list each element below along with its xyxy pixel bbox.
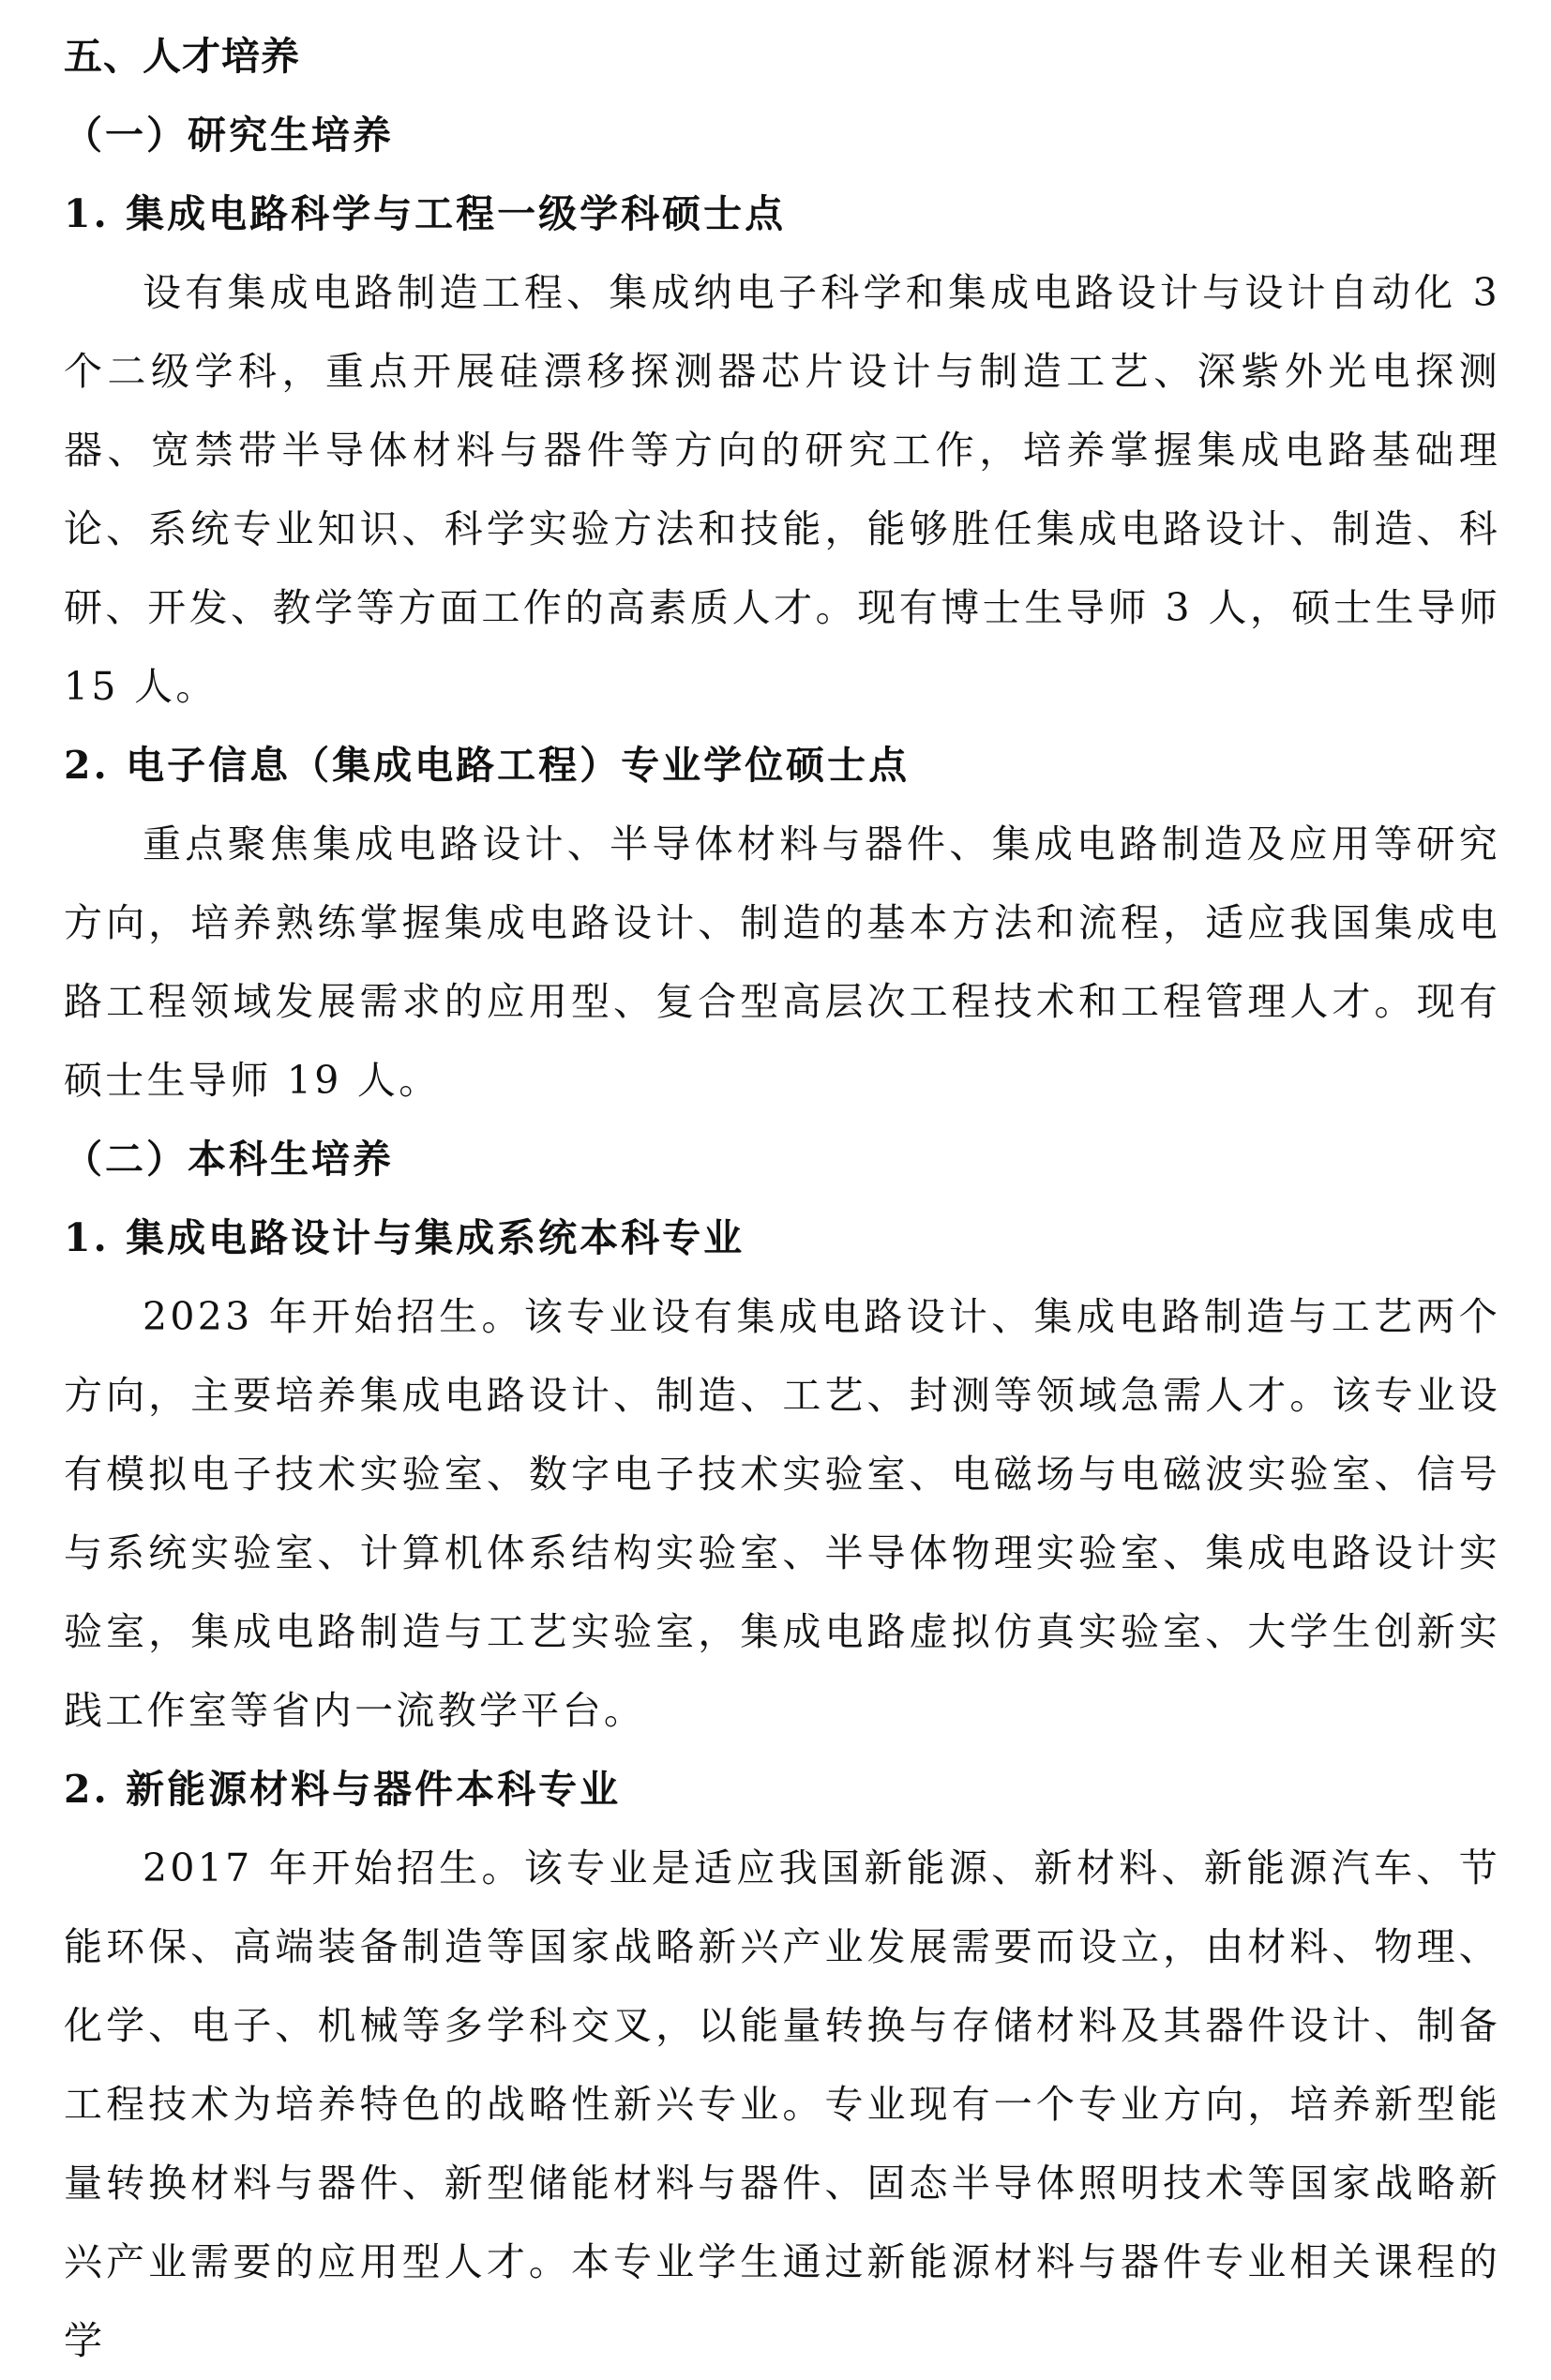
undergraduate-item-2-title: 2. 新能源材料与器件本科专业 [64, 1767, 622, 1812]
undergraduate-item-1-paragraph: 2023 年开始招生。该专业设有集成电路设计、集成电路制造与工艺两个方向，主要培养集成电路设计、制造、工艺、封测等领域急需人才。该专业设有模拟电子技术实验室、数字电子技术实验室、电磁场与电磁波实验室、信号与系统实验室、计算机体系结构实验室、半导体物理实验室、集成电路设计实验室，集成电路制造与工艺实验室，集成电路虚拟仿真实验室、大学生创新实践工作室等省内一流教学平台。 [64, 1294, 1500, 1733]
section-title: 五、人才培养 [64, 34, 300, 79]
graduate-item-2-title: 2. 电子信息（集成电路工程）专业学位硕士点 [64, 743, 911, 788]
undergraduate-item-2-paragraph: 2017 年开始招生。该专业是适应我国新能源、新材料、新能源汽车、节能环保、高端装备制造等国家战略新兴产业发展需要而设立，由材料、物理、化学、电子、机械等多学科交叉，以能量转换与存储材料及其器件设计、制备工程技术为培养特色的战略性新兴专业。专业现有一个专业方向，培养新型能量转换材料与器件、新型储能材料与器件、固态半导体照明技术等国家战略新兴产业需要的应用型人才。本专业学生通过新能源材料与器件专业相关课程的学 [64, 1845, 1500, 2363]
undergraduate-heading: （二）本科生培养 [64, 1137, 394, 1182]
graduate-item-1-paragraph: 设有集成电路制造工程、集成纳电子科学和集成电路设计与设计自动化 3 个二级学科，重点开展硅漂移探测器芯片设计与制造工艺、深紫外光电探测器、宽禁带半导体材料与器件等方向的研究工作，培养掌握集成电路基础理论、系统专业知识、科学实验方法和技能，能够胜任集成电路设计、制造、科研、开发、教学等方面工作的高素质人才。现有博士生导师 3 人，硕士生导师 15 人。 [64, 270, 1500, 709]
undergraduate-item-1-title: 1. 集成电路设计与集成系统本科专业 [64, 1215, 745, 1260]
graduate-item-1-title: 1. 集成电路科学与工程一级学科硕士点 [64, 191, 787, 236]
document-page [64, 17, 1500, 2380]
graduate-item-2-paragraph: 重点聚焦集成电路设计、半导体材料与器件、集成电路制造及应用等研究方向，培养熟练掌握集成电路设计、制造的基本方法和流程，适应我国集成电路工程领域发展需求的应用型、复合型高层次工程技术和工程管理人才。现有硕士生导师 19 人。 [64, 821, 1500, 1103]
graduate-heading: （一）研究生培养 [64, 113, 394, 158]
